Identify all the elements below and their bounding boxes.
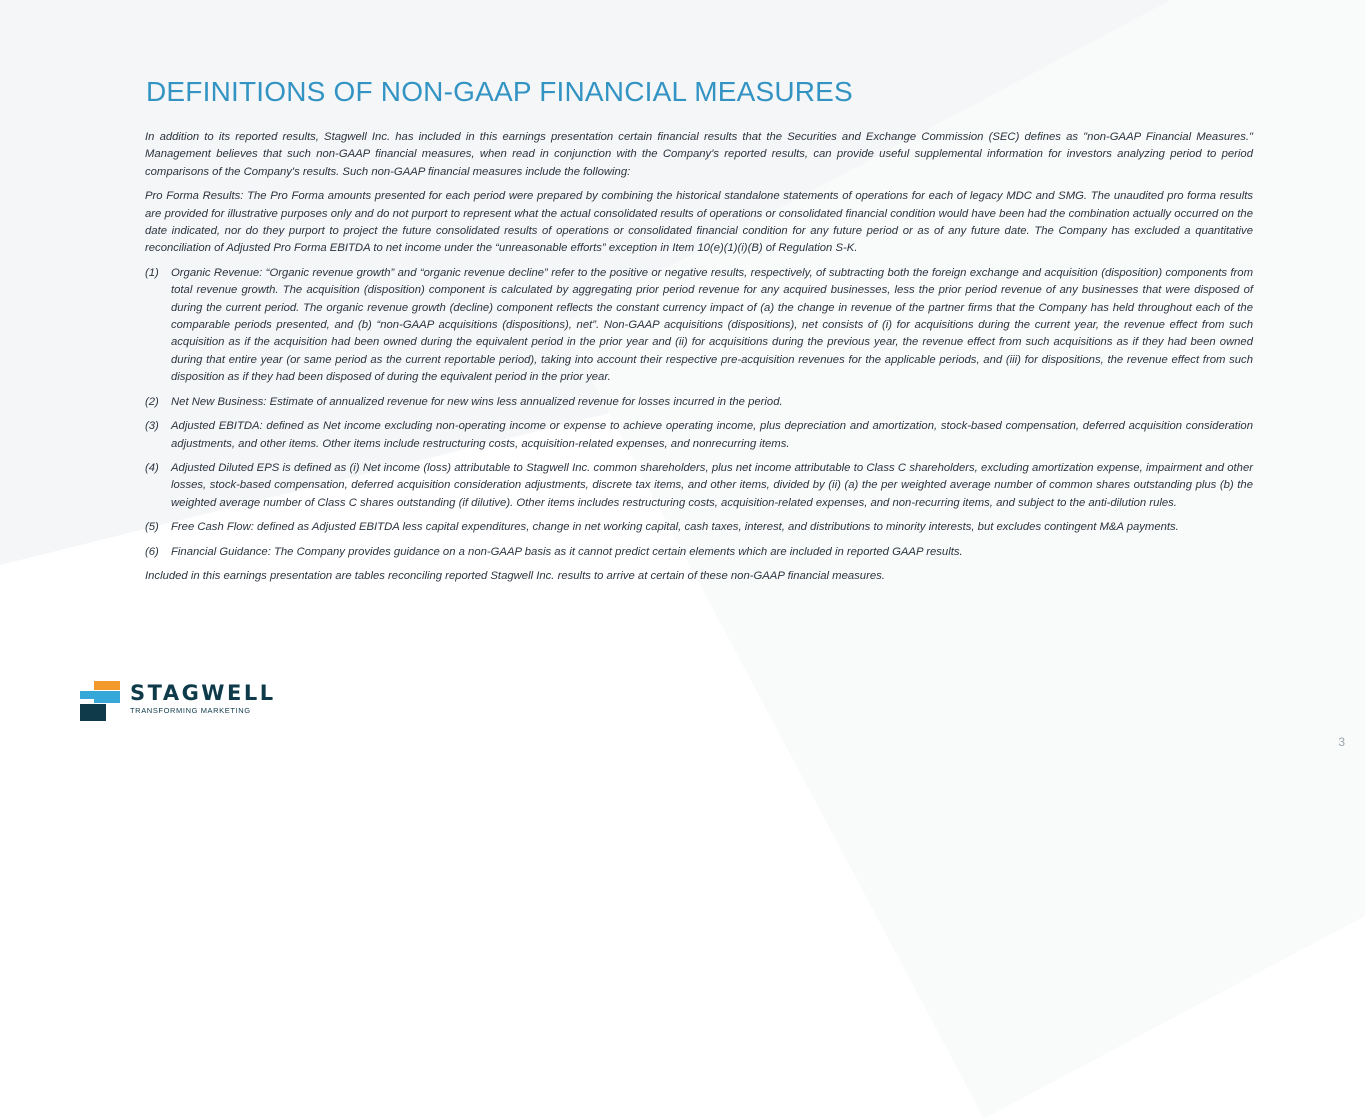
body-text	[145, 129, 1253, 592]
item-text: Organic Revenue: “Organic revenue growth” and “organic revenue decline” refer to the positive or negative results, respectively, of subtracting both the foreign exchange and acquisition (disposition) components from total revenue growth. The acquisition (disposition) component is calculated by aggregating prior period revenue for any acquired businesses, less the prior period revenue of any businesses that were disposed of during the current period. The organic revenue growth (decline) component reflects the constant currency impact of (a) the change in revenue of the partner firms that the Company has held throughout each of the comparable periods presented, and (b) “non-GAAP acquisitions (dispositions), net”. Non-GAAP acquisitions (dispositions), net consists of (i) for acquisitions during the current year, the revenue effect from such acquisition as if the acquisition had been owned during the equivalent period in the prior year and (ii) for acquisitions during the previous year, the revenue effect from such acquisitions as if they had been owned during that entire year (or same period as the current reportable period), taking into account their respective pre-acquisition revenues for the applicable periods, and (iii) for dispositions, the revenue effect from such disposition as if they had been disposed of during the equivalent period in the prior year.	[171, 266, 1253, 384]
pro-forma-paragraph: Pro Forma Results: The Pro Forma amounts presented for each period were prepared by combining the historical standalone statements of operations for each of legacy MDC and SMG. The unaudited pro forma results are provided for illustrative purposes only and do not purport to represent what the actual consolidated results of operations or consolidated financial condition would have been had the combination actually occurred on the date indicated, nor do they purport to project the future consolidated results of operations or consolidated financial condition for any future period or as of any future date. The Company has excluded a quantitative reconciliation of Adjusted Pro Forma EBITDA to net income under the “unreasonable efforts” exception in Item 10(e)(1)(i)(B) of Regulation S-K.	[145, 190, 1253, 255]
definition-item	[145, 460, 1253, 512]
intro-paragraph: In addition to its reported results, Stagwell Inc. has included in this earnings presentation certain financial results that the Securities and Exchange Commission (SEC) defines as "non-GAAP Financial Measures." Management believes that such non-GAAP financial measures, when read in conjunction with the Company's reported results, can provide useful supplemental information for investors analyzing period to period comparisons of the Company's results. Such non-GAAP financial measures include the following:	[145, 131, 1253, 178]
page-number: 3	[1338, 735, 1345, 749]
definition-item	[145, 544, 1253, 561]
item-text: Free Cash Flow: defined as Adjusted EBITDA less capital expenditures, change in net working capital, cash taxes, interest, and distributions to minority interests, but excludes contingent M&A payments.	[171, 521, 1179, 534]
item-number: (2)	[145, 395, 159, 408]
definition-item	[145, 265, 1253, 387]
closing-paragraph: Included in this earnings presentation are tables reconciling reported Stagwell Inc. results to arrive at certain of these non-GAAP financial measures.	[145, 569, 885, 582]
item-text: Adjusted Diluted EPS is defined as (i) Net income (loss) attributable to Stagwell Inc. common shareholders, plus net income attributable to Class C shareholders, excluding amortization expense, impairment and other losses, stock-based compensation, deferred acquisition consideration adjustments, discrete tax items, and other items, divided by (ii) (a) the per weighted average number of common shares outstanding plus (b) the weighted average number of Class C shares outstanding (if dilutive). Other items includes restructuring costs, acquisition-related expenses, and non-recurring items, and subject to the anti-dilution rules.	[171, 461, 1253, 509]
stagwell-logo	[80, 681, 276, 721]
item-text: Adjusted EBITDA: defined as Net income excluding non-operating income or expense to achieve operating income, plus depreciation and amortization, stock-based compensation, deferred acquisition consideration adjustments, and other items. Other items include restructuring costs, acquisition-related expenses, and nonrecurring items.	[171, 420, 1253, 450]
page-title: DEFINITIONS OF NON-GAAP FINANCIAL MEASURES	[146, 76, 853, 107]
logo-name: STAGWELL	[130, 681, 276, 705]
stagwell-logo-icon	[80, 681, 122, 721]
definition-item	[145, 519, 1253, 536]
item-number: (3)	[145, 420, 159, 433]
definition-item	[145, 418, 1253, 453]
definition-item	[145, 394, 1253, 411]
item-number: (6)	[145, 545, 159, 558]
item-text: Net New Business: Estimate of annualized revenue for new wins less annualized revenue for losses incurred in the period.	[171, 395, 783, 408]
item-number: (1)	[145, 266, 159, 279]
item-text: Financial Guidance: The Company provides guidance on a non-GAAP basis as it cannot predict certain elements which are included in reported GAAP results.	[171, 545, 963, 558]
logo-tagline: TRANSFORMING MARKETING	[130, 706, 251, 715]
item-number: (5)	[145, 521, 159, 534]
item-number: (4)	[145, 461, 159, 474]
logo-wordmark	[130, 681, 276, 715]
